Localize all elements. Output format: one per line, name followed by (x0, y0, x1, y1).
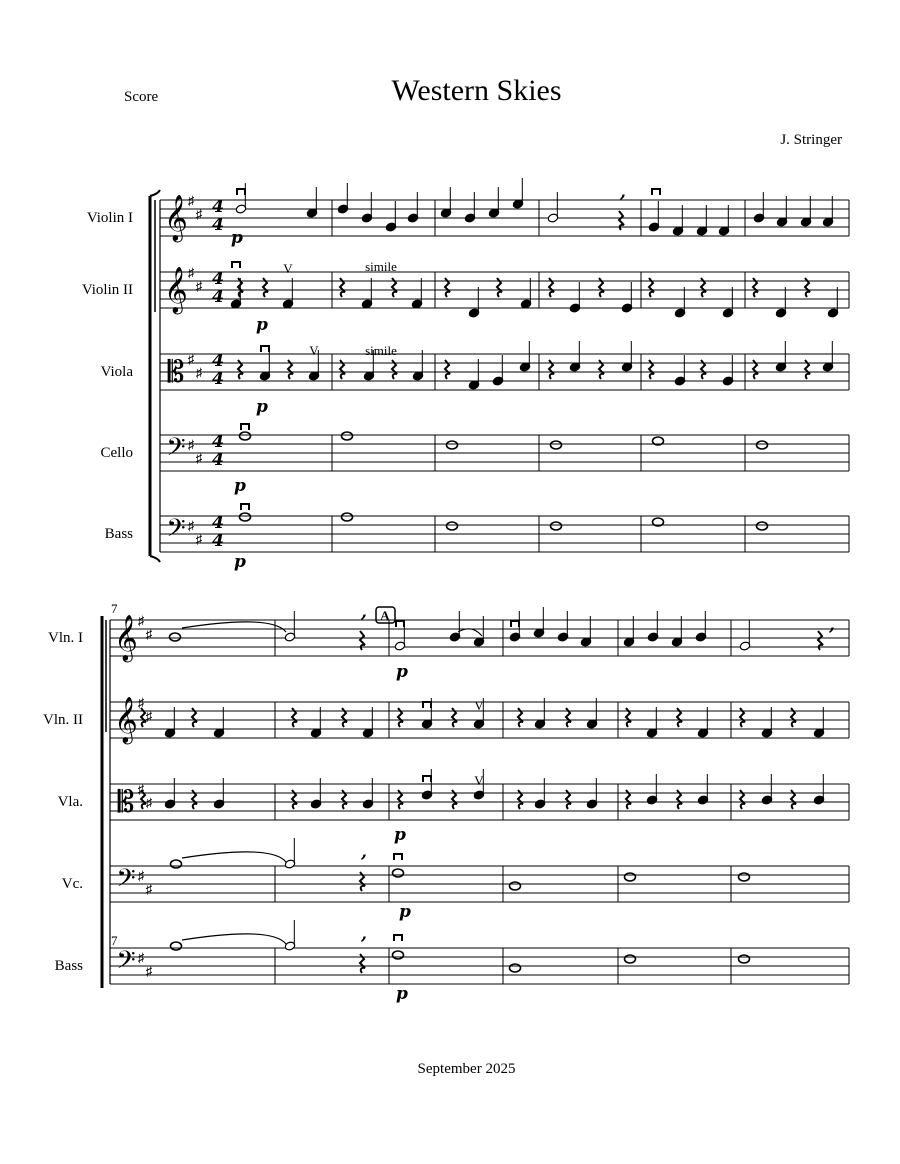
piece-title: Western Skies (391, 74, 562, 107)
simile-text: simile (365, 343, 397, 358)
up-bow-icon: V (474, 773, 484, 788)
instrument-name: Bass (54, 958, 83, 974)
alto-clef-icon: 𝄡 (167, 355, 185, 390)
score-notation (43, 178, 849, 1004)
sharp-sign: ♯ (195, 206, 203, 222)
sharp-sign: ♯ (195, 450, 203, 466)
instrument-name: Vla. (57, 794, 83, 810)
footer-date: September 2025 (417, 1061, 516, 1077)
instrument-name: Vc. (61, 876, 83, 892)
treble-clef-icon: 𝄞 (164, 267, 188, 313)
whole-note (551, 522, 562, 530)
down-bow-icon (652, 189, 660, 195)
rehearsal-mark: A (380, 608, 390, 623)
time-signature-top: 4 (212, 513, 224, 533)
whole-note (739, 955, 750, 963)
down-bow-icon (394, 935, 402, 941)
sharp-sign: ♯ (195, 365, 203, 380)
instrument-name: Cello (100, 445, 133, 461)
bass-clef-icon: 𝄢 (116, 946, 136, 981)
whole-note (171, 942, 182, 950)
down-bow-icon (241, 424, 249, 430)
whole-note (170, 633, 181, 641)
sharp-sign: ♯ (145, 795, 153, 810)
measure-number: 7 (111, 601, 118, 616)
instrument-name: Viola (100, 364, 133, 380)
breath-mark: , (361, 924, 367, 944)
simile-text: simile (365, 259, 397, 274)
score-label: Score (124, 89, 159, 105)
dynamic-p: p (256, 315, 268, 335)
down-bow-icon (261, 346, 269, 352)
time-signature-bottom: 4 (212, 531, 224, 551)
down-bow-icon (396, 621, 404, 627)
sharp-sign: ♯ (137, 868, 145, 883)
time-signature-bottom: 4 (212, 450, 224, 470)
composer-name: J. Stringer (780, 132, 842, 148)
whole-note (342, 432, 353, 440)
whole-note (393, 869, 404, 877)
time-signature-top: 4 (212, 197, 224, 217)
sharp-sign: ♯ (187, 437, 195, 452)
breath-mark: , (829, 615, 835, 635)
sharp-sign: ♯ (137, 695, 145, 710)
breath-mark: , (361, 602, 367, 622)
whole-note (625, 873, 636, 881)
whole-note (510, 882, 521, 890)
time-signature-top: 4 (212, 269, 224, 289)
sharp-sign: ♯ (145, 881, 153, 897)
whole-note (625, 955, 636, 963)
dynamic-p: p (234, 476, 246, 496)
bass-clef-icon: 𝄢 (166, 433, 186, 468)
whole-note (739, 873, 750, 881)
tie (182, 852, 286, 862)
time-signature-bottom: 4 (212, 287, 224, 307)
treble-clef-icon: 𝄞 (164, 195, 188, 241)
up-bow-icon: V (283, 261, 293, 276)
sharp-sign: ♯ (145, 708, 153, 724)
down-bow-icon (237, 189, 245, 195)
sharp-sign: ♯ (195, 278, 203, 294)
whole-note (342, 513, 353, 521)
sharp-sign: ♯ (137, 613, 145, 628)
down-bow-icon (394, 854, 402, 860)
whole-note (393, 951, 404, 959)
dynamic-p: p (396, 984, 408, 1004)
up-bow-icon: V (309, 343, 319, 358)
down-bow-icon (241, 504, 249, 510)
dynamic-p: p (396, 662, 408, 682)
whole-note (757, 441, 768, 449)
bass-clef-icon: 𝄢 (116, 864, 136, 899)
tie (182, 622, 286, 632)
whole-note (447, 441, 458, 449)
instrument-name: Violin I (86, 210, 133, 226)
down-bow-icon (423, 702, 431, 708)
breath-mark: , (361, 842, 367, 862)
instrument-name: Violin II (81, 282, 133, 298)
time-signature-top: 4 (212, 351, 224, 371)
dynamic-p: p (234, 552, 246, 572)
treble-clef-icon: 𝄞 (114, 615, 138, 661)
whole-note (240, 432, 251, 440)
sharp-sign: ♯ (145, 626, 153, 642)
tie (182, 934, 286, 944)
down-bow-icon (232, 262, 240, 268)
sharp-sign: ♯ (187, 265, 195, 280)
down-bow-icon (423, 776, 431, 782)
whole-note (171, 860, 182, 868)
time-signature-bottom: 4 (212, 369, 224, 389)
alto-clef-icon: 𝄡 (117, 785, 135, 820)
sharp-sign: ♯ (187, 351, 195, 367)
up-bow-icon: V (474, 698, 484, 713)
time-signature-top: 4 (212, 432, 224, 452)
whole-note (551, 441, 562, 449)
sharp-sign: ♯ (137, 950, 145, 965)
breath-mark: , (620, 182, 626, 202)
dynamic-p: p (231, 228, 243, 248)
dynamic-p: p (394, 825, 406, 845)
treble-clef-icon: 𝄞 (114, 697, 138, 743)
instrument-name: Bass (104, 526, 133, 542)
whole-note (510, 964, 521, 972)
bass-clef-icon: 𝄢 (166, 514, 186, 549)
slur (458, 629, 482, 636)
whole-note (757, 522, 768, 530)
time-signature-bottom: 4 (212, 215, 224, 235)
measure-number: 7 (111, 933, 118, 948)
instrument-name: Vln. II (43, 712, 83, 728)
whole-note (447, 522, 458, 530)
down-bow-icon (511, 621, 519, 627)
sharp-sign: ♯ (145, 963, 153, 979)
sharp-sign: ♯ (137, 781, 145, 797)
instrument-name: Vln. I (48, 630, 83, 646)
sharp-sign: ♯ (187, 193, 195, 208)
dynamic-p: p (399, 902, 411, 922)
whole-note (240, 513, 251, 521)
sharp-sign: ♯ (187, 518, 195, 533)
dynamic-p: p (256, 397, 268, 417)
sharp-sign: ♯ (195, 531, 203, 547)
